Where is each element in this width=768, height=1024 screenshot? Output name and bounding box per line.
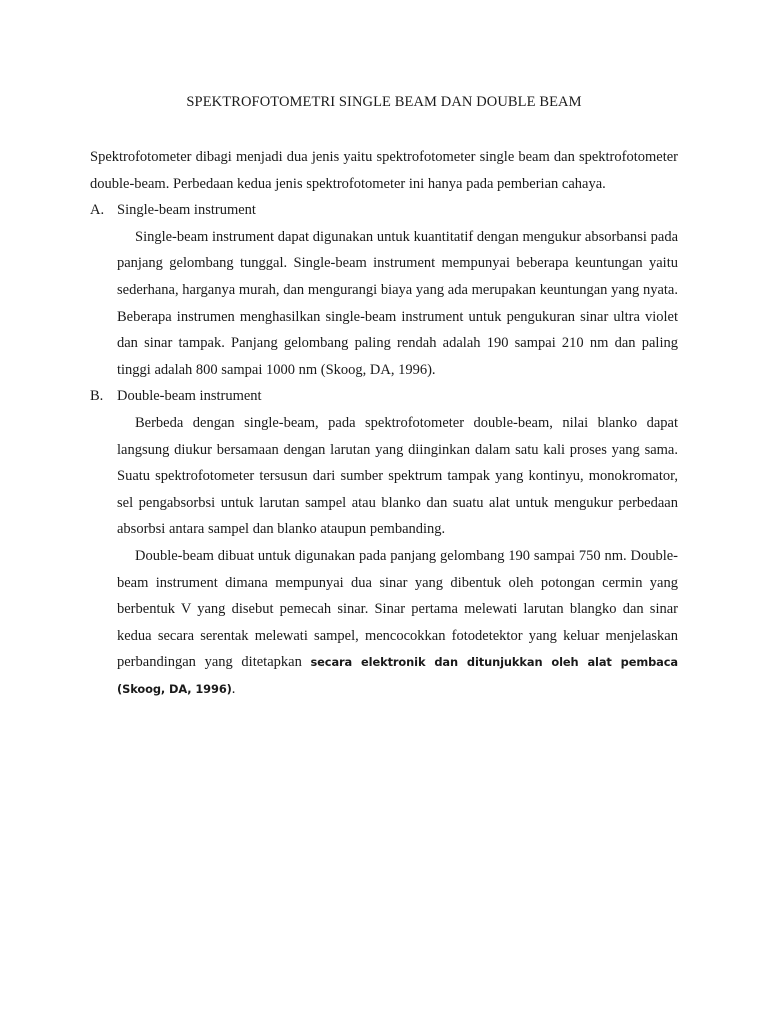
intro-paragraph: Spektrofotometer dibagi menjadi dua jenis yaitu spektrofotometer single beam dan spektrofotometer double-beam. Perbedaan kedua jenis spektrofotometer ini hanya pada pemberian cahaya. bbox=[90, 149, 678, 192]
section-b-paragraph-2-end: . bbox=[231, 680, 236, 697]
section-b-paragraph-2 bbox=[117, 543, 678, 703]
section-b-paragraph-1: Berbeda dengan single-beam, pada spektrofotometer double-beam, nilai blanko dapat langsung diukur bersamaan dengan larutan yang diinginkan dalam satu kali proses yang sama. Suatu spektrofotometer tersusun dari sumber spektrum tampak yang kontinyu, monokromator, sel pengabsorbsi untuk larutan sampel atau blanko dan suatu alat untuk mengukur perbedaan absorbsi antara sampel dan blanko ataupun pembanding. bbox=[117, 414, 678, 538]
document-title: SPEKTROFOTOMETRI SINGLE BEAM DAN DOUBLE BEAM bbox=[186, 94, 582, 110]
section-a-heading bbox=[90, 197, 678, 224]
section-b-title: Double-beam instrument bbox=[117, 388, 262, 405]
section-a-title: Single-beam instrument bbox=[117, 202, 256, 219]
section-a-letter: A. bbox=[90, 202, 105, 219]
section-b-paragraph-2-sans-run: secara elektronik dan ditunjukkan oleh alat pembaca (Skoog, DA, 1996) bbox=[117, 655, 678, 696]
section-b-heading bbox=[90, 383, 678, 410]
section-b-letter: B. bbox=[90, 388, 104, 405]
document-body bbox=[90, 144, 678, 702]
section-a-paragraph: Single-beam instrument dapat digunakan untuk kuantitatif dengan mengukur absorbansi pada panjang gelombang tunggal. Single-beam instrument mempunyai beberapa keuntungan yaitu sederhana, harganya murah, dan mengurangi biaya yang ada merupakan keuntungan yang nyata. Beberapa instrumen menghasilkan single-beam instrument untuk pengukuran sinar ultra violet dan sinar tampak. Panjang gelombang paling rendah adalah 190 sampai 210 nm dan paling tinggi adalah 800 sampai 1000 nm (Skoog, DA, 1996). bbox=[117, 228, 678, 378]
section-b-paragraph-2-main: Double-beam dibuat untuk digunakan pada panjang gelombang 190 sampai 750 nm. Double-beam instrument dimana mempunyai dua sinar yang dibentuk oleh potongan cermin yang berbentuk V yang disebut pemecah sinar. Sinar pertama melewati larutan blangko dan sinar kedua secara serentak melewati sampel, mencocokkan fotodetektor yang keluar menjelaskan perbandingan yang ditetapkan bbox=[117, 547, 678, 671]
